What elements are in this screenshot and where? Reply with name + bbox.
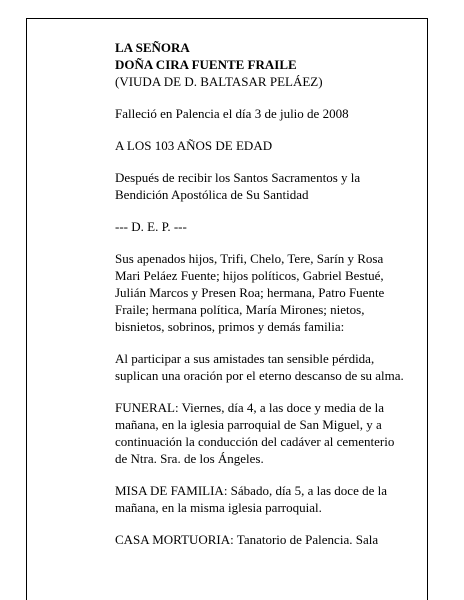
funeral-line: FUNERAL: Viernes, día 4, a las doce y media de la [115, 400, 385, 415]
funeral-line: de Ntra. Sra. de los Ángeles. [115, 451, 264, 466]
sacraments-line: Después de recibir los Santos Sacramentos y la [115, 170, 361, 185]
dep-notice [115, 218, 415, 235]
heading-title: LA SEÑORA [115, 40, 190, 55]
prayer-line: suplican una oración por el eterno descanso de su alma. [115, 368, 404, 383]
sacraments-line: Bendición Apostólica de Su Santidad [115, 187, 309, 202]
family-mass-paragraph [115, 482, 415, 516]
family-line: Sus apenados hijos, Trifi, Chelo, Tere, Sarín y Rosa [115, 251, 384, 266]
mortuary-paragraph [115, 531, 415, 548]
age-notice [115, 137, 415, 154]
prayer-paragraph [115, 350, 415, 384]
family-paragraph [115, 250, 415, 335]
sacraments-paragraph [115, 169, 415, 203]
family-line: Mari Peláez Fuente; hijos políticos, Gabriel Bestué, [115, 268, 384, 283]
family-mass-line: MISA DE FAMILIA: Sábado, día 5, a las doce de la [115, 483, 387, 498]
prayer-line: Al participar a sus amistades tan sensible pérdida, [115, 351, 375, 366]
funeral-line: mañana, en la iglesia parroquial de San Miguel, y a [115, 417, 382, 432]
death-notice-line: Falleció en Palencia el día 3 de julio de 2008 [115, 106, 349, 121]
mortuary-line: CASA MORTUORIA: Tanatorio de Palencia. Sala [115, 532, 379, 547]
obituary-heading [115, 39, 415, 90]
deceased-name: DOÑA CIRA FUENTE FRAILE [115, 57, 297, 72]
family-line: Fraile; hermana política, María Mirones; nietos, [115, 302, 365, 317]
funeral-line: continuación la conducción del cadáver al cementerio [115, 434, 395, 449]
family-mass-line: mañana, en la misma iglesia parroquial. [115, 500, 322, 515]
obituary-text [115, 39, 415, 563]
dep-line: --- D. E. P. --- [115, 219, 187, 234]
age-line: A LOS 103 AÑOS DE EDAD [115, 138, 273, 153]
death-notice [115, 105, 415, 122]
funeral-paragraph [115, 399, 415, 467]
family-line: bisnietos, sobrinos, primos y demás familia: [115, 319, 345, 334]
widow-line: (VIUDA DE D. BALTASAR PELÁEZ) [115, 74, 323, 89]
family-line: Julián Marcos y Presen Roa; hermana, Patro Fuente [115, 285, 385, 300]
